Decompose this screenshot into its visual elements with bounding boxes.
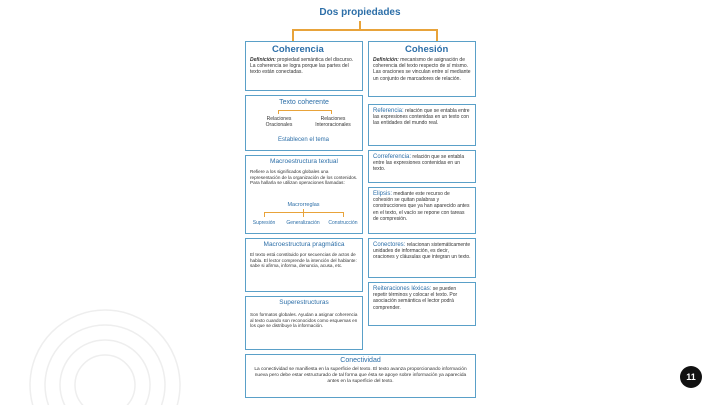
connector-line [292,29,294,41]
elipsis-term: Elipsis: [373,191,393,197]
cohesion-text [373,57,471,82]
macro-pragmatica-heading: Macroestructura pragmática [263,241,345,248]
referencia-term: Referencia: [373,108,404,114]
coherencia-term: Definición: [250,57,276,63]
connector-line [303,209,304,217]
diagram-title: Dos propiedades [319,7,401,18]
superestructuras-box [245,296,363,350]
connector-line [436,29,438,41]
establecen-el-tema: Establecen el tema [277,137,330,143]
macrorreglas-label: Macrorreglas [287,202,320,208]
cohesion-box [368,41,476,97]
reiteraciones-definition: se pueden repetir términos y colocar el texto. Por asociación semántica el lector podrá comprender. [373,286,458,311]
connector-line [292,29,437,31]
cohesion-term: Definición: [373,57,399,63]
macro-textual-box [245,155,363,234]
reiteraciones-box [368,282,476,326]
conectividad-box [245,354,476,398]
correferencia-definition: relación que se entabla entre las expresiones contenidas en un texto. [373,154,465,173]
relaciones-oracionales: Relaciones Oracionales [265,116,293,128]
superestructuras-heading: Superestructuras [279,299,329,306]
texto-coherente-heading: Texto coherente [279,99,329,106]
macrorregla-construccion: Construcción [328,220,358,226]
correferencia-term: Correferencia: [373,154,412,160]
texto-coherente-box [245,95,363,151]
coherencia-box [245,41,363,91]
elipsis-text [373,191,471,222]
macrorregla-supresion: Supresión [252,220,276,226]
superestructuras-text: Son formatos globales. Ayudan a asignar coherencia al texto cuando son reconocidos como esquemas en los que se distribuye la información. [250,312,358,329]
page-number-badge: 11 [680,366,702,388]
cohesion-heading: Cohesión [405,44,449,55]
connector-line [278,110,279,114]
coherencia-heading: Coherencia [272,44,324,55]
conectores-box [368,238,476,278]
correferencia-box [368,150,476,183]
macro-textual-text: Refiere a los significados globales una representación de la organización de los contenidos. Para hallarla se utilizan operaciones llamadas: [250,169,358,186]
cohesion-definition: mecanismo de asignación de coherencia del texto respecto de sí mismo. Las oraciones se vinculan entre sí mediante un conjunto de marcadores de relación. [373,57,471,82]
macro-textual-heading: Macroestructura textual [270,158,338,165]
relaciones-interoracionales: Relaciones Interoracionales [315,116,351,128]
connector-line [264,212,344,213]
coherencia-text [250,57,358,76]
coherencia-definition: propiedad semántica del discurso. La coherencia se logra porque las partes del texto están conectadas. [250,57,354,76]
macrorregla-generalizacion: Generalización [286,220,320,226]
conectores-text [373,242,471,261]
correferencia-text [373,154,471,173]
connector-line [343,212,344,217]
connector-line [359,21,361,29]
referencia-box [368,104,476,146]
reiteraciones-text [373,286,471,311]
elipsis-definition: mediante este recurso de cohesión se quitan palabras y construcciones que ya han aparecido antes en el texto, el vacío se repone con tareas de compresión. [373,191,470,222]
conectores-definition: relacionan sistemáticamente unidades de información, es decir, oraciones y cláusulas que integran un texto. [373,242,471,261]
conectividad-text: La conectividad se manifiesta en la superficie del texto. El texto avanza proporcionando información nueva pero debe estar estructurado de tal forma que ésta se apoye sobre información ya aparecida antes en la superficie del texto. [254,367,467,384]
referencia-definition: relación que se entabla entre las expresiones contenidas en un texto con las entidades del mundo real. [373,108,470,127]
referencia-text [373,108,471,127]
conectores-term: Conectores: [373,242,406,248]
macro-pragmatica-box [245,238,363,292]
macro-pragmatica-text: El texto está constituido por secuencias de actos de habla. El lector comprende la intención del hablante: sabe si afirma, informa, denuncia, acusa, etc. [250,252,357,269]
elipsis-box [368,187,476,234]
conectividad-heading: Conectividad [340,357,381,364]
reiteraciones-term: Reiteraciones léxicas: [373,286,432,292]
connector-line [278,110,332,111]
connector-line [264,212,265,217]
connector-line [331,110,332,114]
